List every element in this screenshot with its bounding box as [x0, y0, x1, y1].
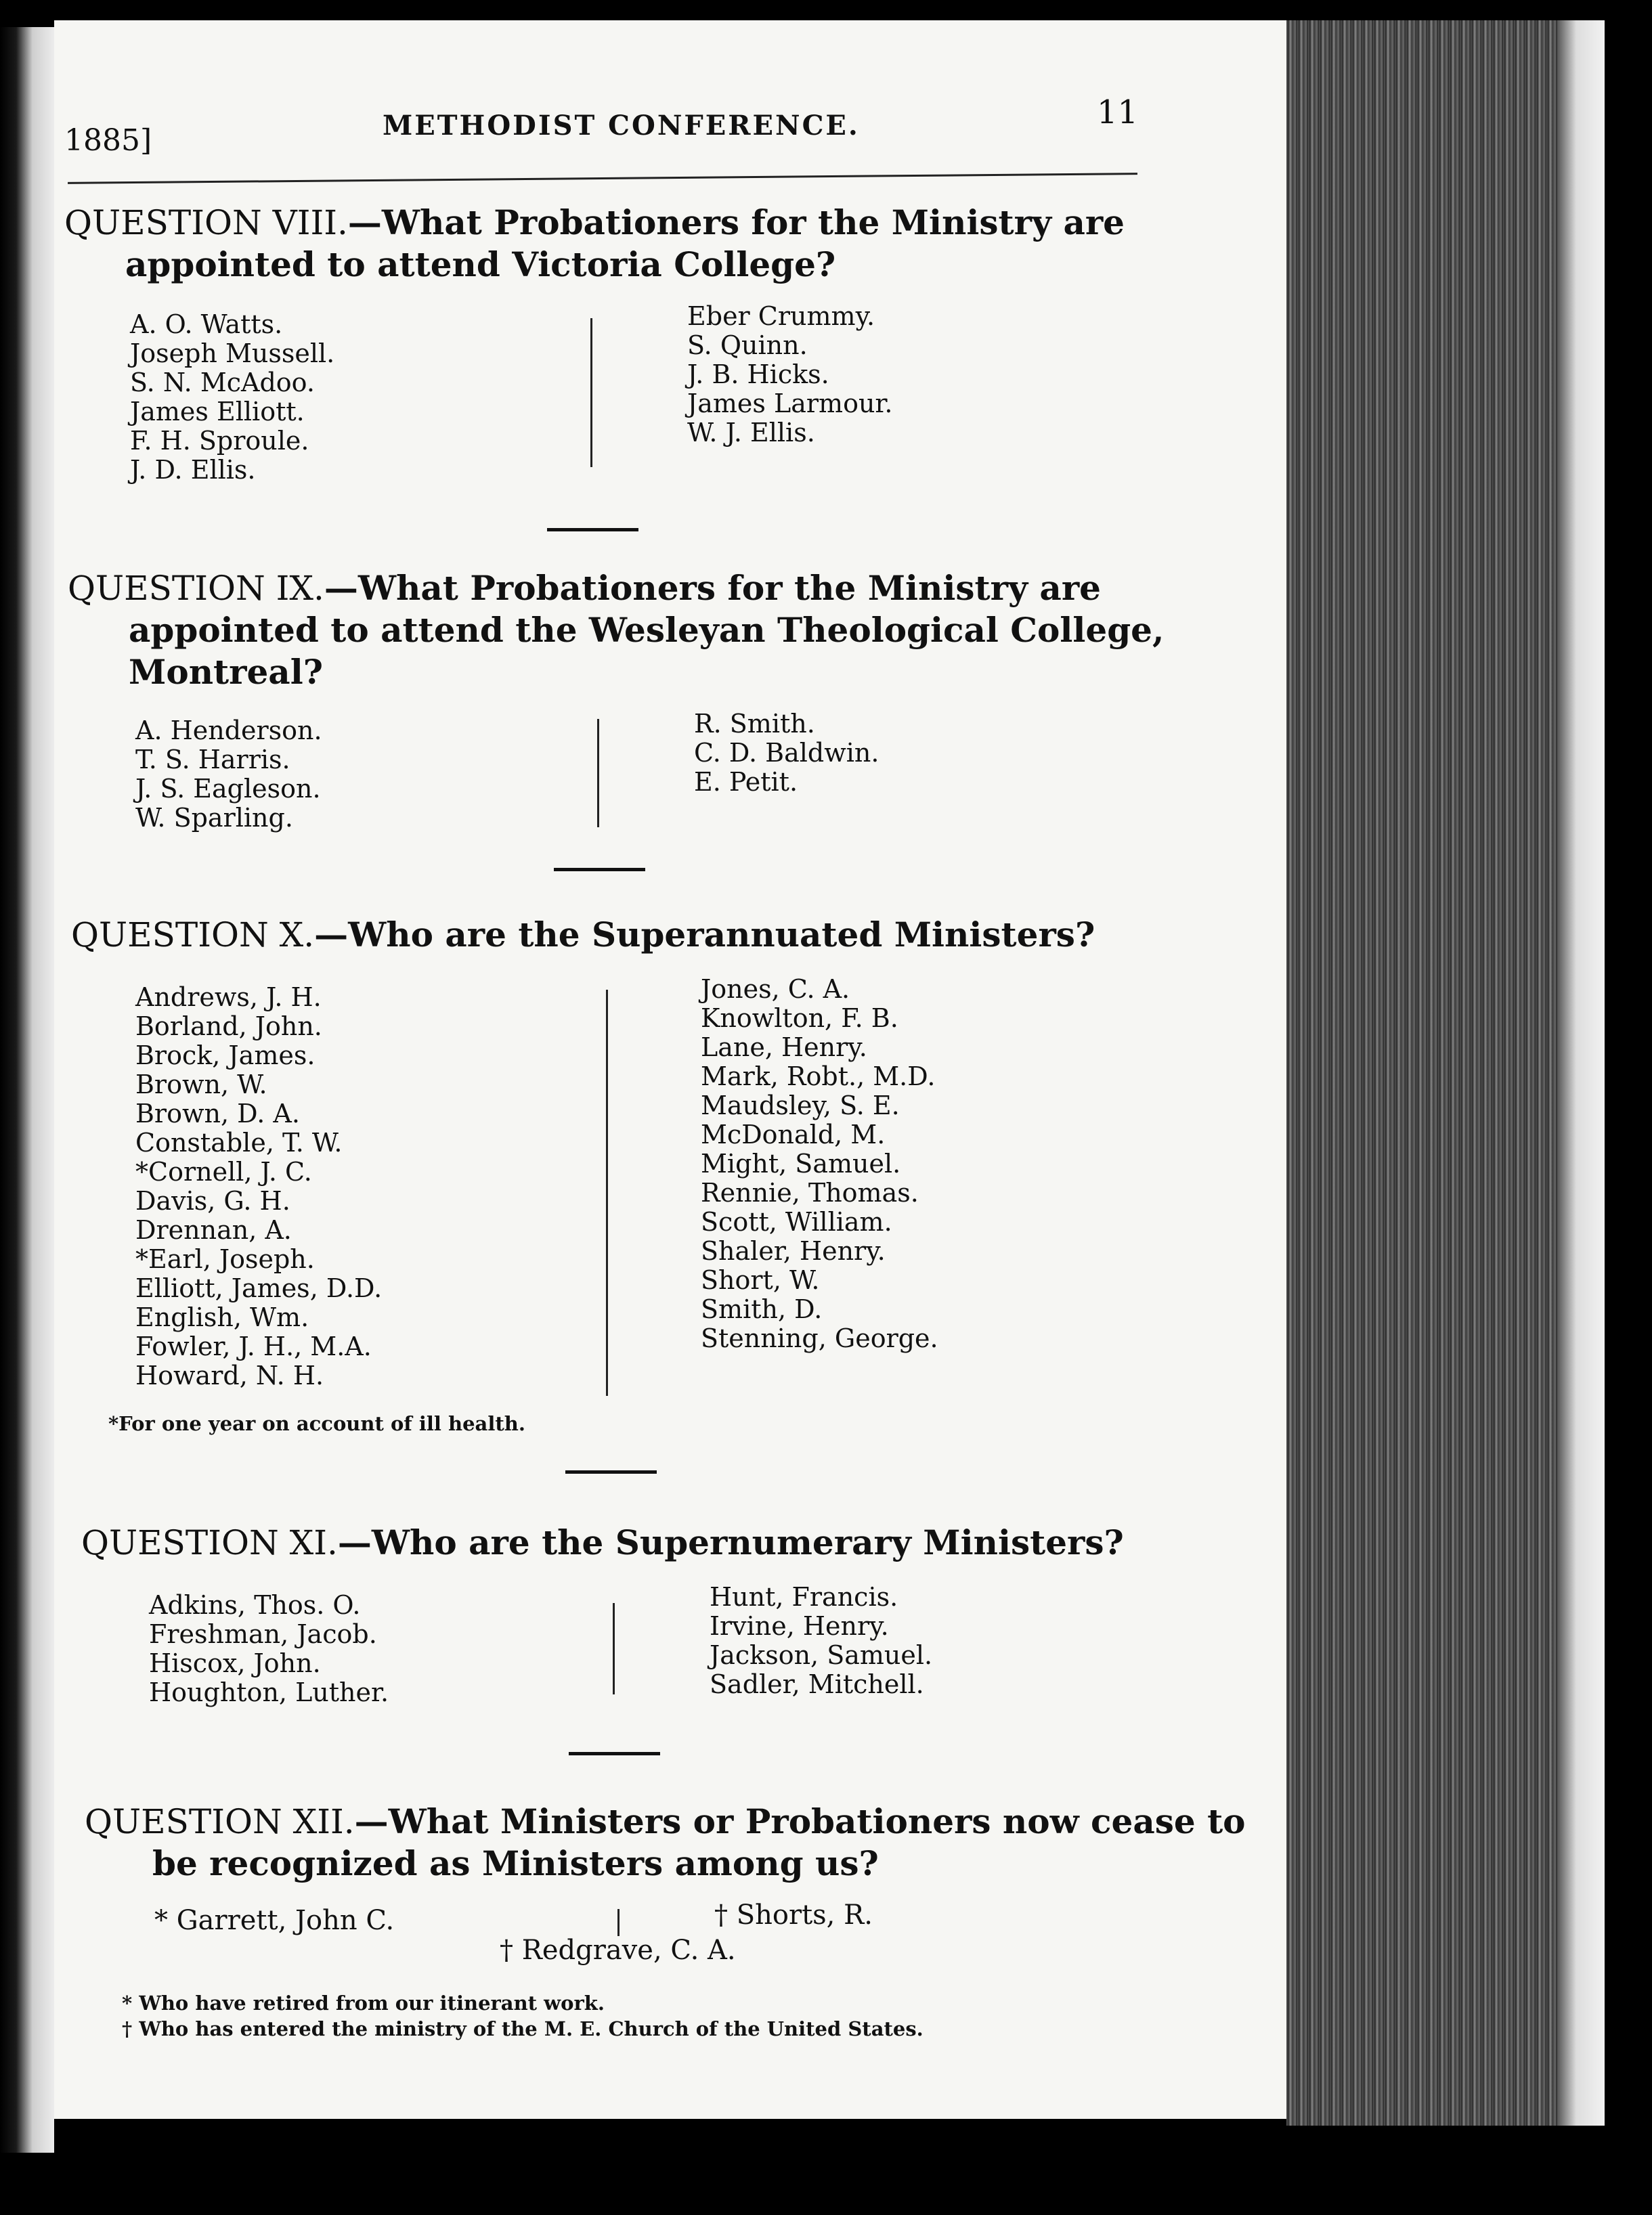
list-item: Short, W. [701, 1265, 820, 1295]
column-divider [606, 990, 608, 1396]
list-item: Maudsley, S. E. [701, 1091, 900, 1120]
list-item: T. S. Harris. [135, 745, 290, 774]
list-item: *Earl, Joseph. [135, 1244, 315, 1274]
list-item: A. Henderson. [135, 716, 322, 745]
list-item: Scott, William. [701, 1207, 892, 1237]
list-item: Borland, John. [135, 1011, 322, 1041]
list-item: James Larmour. [687, 389, 893, 418]
question-12-item-left: * Garrett, John C. [154, 1905, 395, 1936]
list-item: C. D. Baldwin. [694, 738, 879, 768]
section-separator [547, 528, 638, 531]
list-item: Jones, C. A. [701, 974, 850, 1004]
list-item: Constable, T. W. [135, 1128, 343, 1158]
question-9-label: QUESTION IX. [68, 569, 324, 608]
list-item: English, Wm. [135, 1302, 309, 1332]
list-item: Lane, Henry. [701, 1032, 867, 1062]
list-item: Drennan, A. [135, 1215, 292, 1245]
section-separator [554, 868, 645, 871]
list-item: Davis, G. H. [135, 1186, 290, 1216]
list-item: Irvine, Henry. [710, 1611, 889, 1641]
question-12-footnote-1: * Who have retired from our itinerant work. [122, 1992, 605, 2015]
question-8-text: —What Probationers for the Ministry are appointed to attend Victoria College? [125, 202, 1125, 284]
list-item: Smith, D. [701, 1294, 823, 1324]
question-8-left-column [130, 310, 334, 485]
list-item: Mark, Robt., M.D. [701, 1061, 936, 1091]
list-item: McDonald, M. [701, 1120, 886, 1149]
list-item: Brown, W. [135, 1070, 267, 1099]
column-divider [617, 1909, 620, 1936]
list-item: S. Quinn. [687, 330, 808, 360]
column-divider [590, 318, 592, 467]
question-8-label: QUESTION VIII. [64, 203, 348, 242]
list-item: Houghton, Luther. [149, 1677, 389, 1707]
section-separator [569, 1752, 660, 1755]
section-separator [565, 1470, 657, 1474]
list-item: Joseph Mussell. [130, 338, 335, 368]
page-number: 11 [1097, 93, 1139, 131]
list-item: Knowlton, F. B. [701, 1003, 898, 1033]
question-10-heading [71, 914, 1154, 956]
list-item: Howard, N. H. [135, 1361, 324, 1390]
page-edges [1286, 20, 1605, 2126]
list-item: Brock, James. [135, 1040, 316, 1070]
list-item: A. O. Watts. [130, 309, 283, 339]
list-item: E. Petit. [694, 767, 798, 797]
list-item: W. Sparling. [135, 803, 293, 833]
list-item: Fowler, J. H., M.A. [135, 1332, 372, 1361]
list-item: J. S. Eagleson. [135, 774, 321, 804]
question-11-heading [81, 1522, 1165, 1564]
facing-page-margin [0, 27, 54, 2153]
question-12-label: QUESTION XII. [85, 1802, 355, 1841]
list-item: Hunt, Francis. [710, 1582, 898, 1612]
list-item: F. H. Sproule. [130, 426, 309, 456]
question-10-text: —Who are the Superannuated Ministers? [314, 915, 1095, 955]
list-item: Eber Crummy. [687, 301, 875, 331]
question-12-text: —What Ministers or Probationers now cease to be recognized as Ministers among us? [152, 1801, 1246, 1883]
question-12-item-center: † Redgrave, C. A. [500, 1935, 736, 1966]
list-item: Adkins, Thos. O. [149, 1590, 361, 1620]
header-year: 1885] [64, 123, 152, 158]
list-item: Andrews, J. H. [135, 982, 322, 1012]
list-item: Elliott, James, D.D. [135, 1273, 383, 1303]
list-item: *Cornell, J. C. [135, 1157, 312, 1187]
list-item: Rennie, Thomas. [701, 1178, 919, 1208]
question-12-heading [85, 1801, 1249, 1885]
list-item: Brown, D. A. [135, 1099, 300, 1128]
question-10-label: QUESTION X. [71, 915, 315, 955]
question-10-left-column [135, 983, 382, 1390]
question-12-item-right: † Shorts, R. [714, 1900, 873, 1931]
list-item: Shaler, Henry. [701, 1236, 886, 1266]
question-9-left-column [135, 716, 322, 833]
list-item: R. Smith. [694, 709, 815, 739]
question-12-footnote-2: † Who has entered the ministry of the M. E. Church of the United States. [122, 2017, 923, 2040]
list-item: Sadler, Mitchell. [710, 1669, 924, 1699]
question-8-right-column [687, 302, 893, 447]
question-9-text: —What Probationers for the Ministry are appointed to attend the Wesleyan Theological College, Montreal? [129, 568, 1165, 692]
list-item: J. D. Ellis. [130, 455, 256, 485]
question-10-footnote: *For one year on account of ill health. [108, 1412, 525, 1435]
question-9-heading [68, 567, 1212, 693]
column-divider [613, 1603, 615, 1694]
list-item: Might, Samuel. [701, 1149, 901, 1179]
list-item: James Elliott. [130, 397, 305, 426]
question-8-heading [64, 202, 1209, 286]
list-item: W. J. Ellis. [687, 418, 815, 447]
list-item: S. N. McAdoo. [130, 368, 315, 397]
list-item: Stenning, George. [701, 1323, 938, 1353]
question-9-right-column [694, 709, 879, 797]
question-11-right-column [710, 1583, 932, 1699]
running-title: METHODIST CONFERENCE. [383, 110, 860, 141]
question-10-right-column [701, 975, 938, 1353]
list-item: Jackson, Samuel. [710, 1640, 933, 1670]
list-item: Freshman, Jacob. [149, 1619, 377, 1649]
list-item: Hiscox, John. [149, 1648, 321, 1678]
list-item: J. B. Hicks. [687, 359, 829, 389]
question-11-left-column [149, 1591, 389, 1707]
question-11-label: QUESTION XI. [81, 1523, 338, 1562]
column-divider [597, 719, 599, 827]
question-11-text: —Who are the Supernumerary Ministers? [337, 1522, 1124, 1562]
